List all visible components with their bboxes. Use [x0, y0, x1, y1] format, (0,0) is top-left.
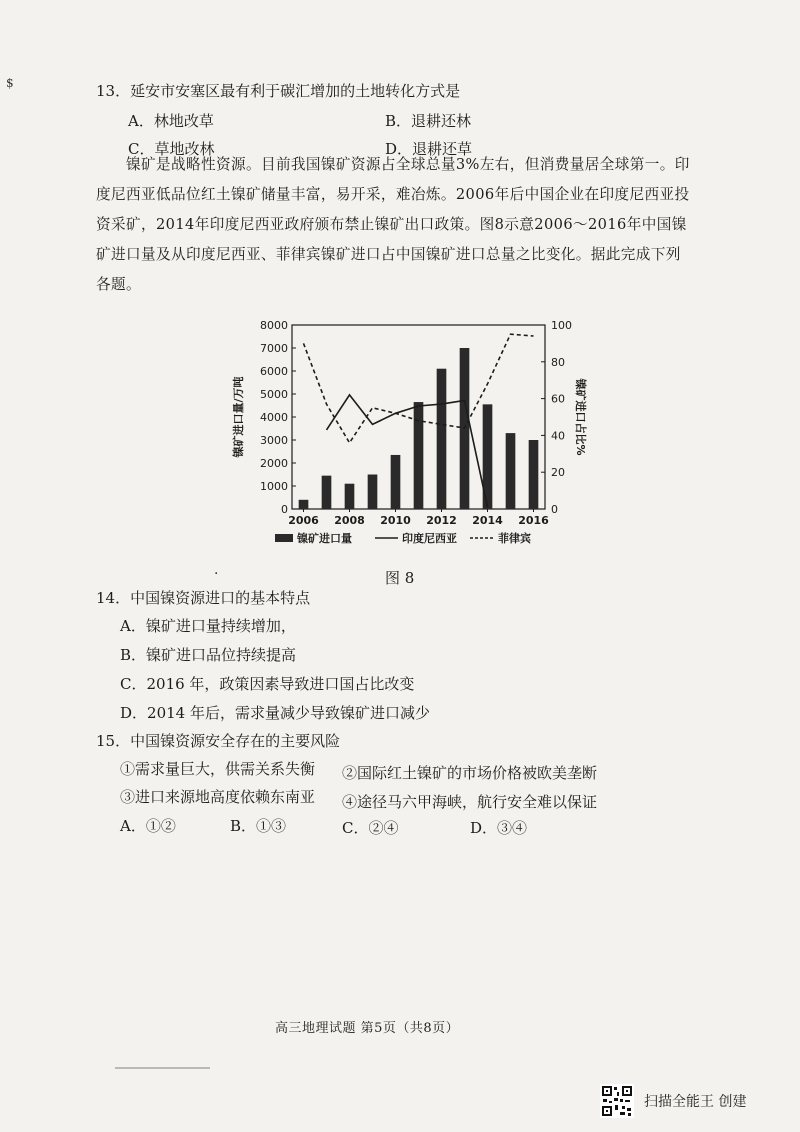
- nickel-import-chart: [220, 312, 590, 562]
- y-tick-label-right: 40: [551, 429, 565, 443]
- y-tick-label-left: 7000: [260, 342, 288, 355]
- q13-option-a: A．林地改草: [128, 112, 214, 130]
- y-tick-label-left: 6000: [260, 365, 288, 378]
- y-tick-label-left: 3000: [260, 434, 288, 447]
- q15-stem: 15．中国镍资源安全存在的主要风险: [96, 732, 341, 750]
- x-tick-label: 2014: [472, 514, 503, 527]
- q13-option-b: B．退耕还林: [385, 112, 472, 130]
- y-tick-label-left: 5000: [260, 388, 288, 401]
- q15-statement-3: ③进口来源地高度依赖东南亚: [120, 788, 316, 806]
- y-axis-title-right: 镍矿进口占比%: [574, 378, 587, 456]
- q13-stem: 13．延安市安塞区最有利于碳汇增加的土地转化方式是: [96, 82, 461, 100]
- passage-line: 矿进口量及从印度尼西亚、菲律宾镍矿进口占中国镍矿进口总量之比变化。据此完成下列: [96, 246, 681, 263]
- bar-2007: [322, 476, 332, 509]
- bar-2010: [391, 455, 401, 509]
- q14-option-a: A．镍矿进口量持续增加，: [120, 617, 296, 635]
- q15-statement-1: ①需求量巨大，供需关系失衡: [120, 760, 316, 778]
- page-footer: 高三地理试题 第5页（共8页）: [275, 1021, 460, 1036]
- scanner-watermark: 扫描全能王 创建: [644, 1094, 747, 1110]
- y-tick-label-right: 0: [551, 503, 558, 516]
- bar-2008: [345, 484, 355, 509]
- q15-option-d: D．③④: [470, 819, 528, 837]
- y-tick-label-right: 20: [551, 466, 565, 480]
- y-tick-label-left: 1000: [260, 480, 288, 493]
- x-tick-label: 2012: [426, 514, 457, 527]
- q14-option-c: C．2016 年，政策因素导致进口国占比改变: [120, 675, 415, 693]
- y-tick-label-left: 2000: [260, 457, 288, 470]
- q15-option-b: B．①③: [230, 817, 287, 835]
- legend-label-dashed: 菲律宾: [498, 532, 531, 545]
- reading-passage: [96, 150, 726, 300]
- q15-statement-2: ②国际红土镍矿的市场价格被欧美垄断: [342, 764, 598, 782]
- passage-line: 度尼西亚低品位红土镍矿储量丰富，易开采，难冶炼。2006年后中国企业在印度尼西亚投: [96, 186, 690, 203]
- scan-artifact-line: [115, 1067, 210, 1069]
- q14-option-d: D．2014 年后，需求量减少导致镍矿进口减少: [120, 704, 430, 722]
- x-tick-label: 2006: [288, 514, 319, 527]
- bar-2015: [506, 433, 516, 509]
- bar-2009: [368, 475, 378, 510]
- x-tick-label: 2008: [334, 514, 365, 527]
- figure-label: 图 8: [385, 569, 415, 587]
- passage-line: 各题。: [96, 276, 141, 293]
- passage-line: 镍矿是战略性资源。目前我国镍矿资源占全球总量3%左右，但消费量居全球第一。印: [126, 156, 690, 173]
- q13-option-d: D．退耕还草: [385, 140, 473, 158]
- q15-statement-4: ④途径马六甲海峡，航行安全难以保证: [342, 793, 598, 811]
- legend-swatch-bar: [275, 534, 293, 542]
- bar-2011: [414, 402, 424, 509]
- y-tick-label-left: 4000: [260, 411, 288, 424]
- x-tick-label: 2010: [380, 514, 411, 527]
- q14-stem: 14．中国镍资源进口的基本特点: [96, 589, 311, 607]
- q15-option-c: C．②④: [342, 819, 399, 837]
- q14-option-b: B．镍矿进口品位持续提高: [120, 646, 297, 664]
- y-tick-label-left: 8000: [260, 319, 288, 332]
- y-tick-label-right: 100: [551, 319, 572, 332]
- qr-code-icon: [600, 1084, 634, 1118]
- q15-option-a: A．①②: [120, 817, 176, 835]
- legend-label-solid: 印度尼西亚: [402, 532, 457, 545]
- bar-2016: [529, 440, 539, 509]
- passage-line: 资采矿，2014年印度尼西亚政府颁布禁止镍矿出口政策。图8示意2006～2016年中国镍: [96, 216, 687, 233]
- y-tick-label-right: 80: [551, 355, 565, 369]
- margin-mark: $: [6, 76, 14, 90]
- q13-option-c: C．草地改林: [128, 140, 215, 158]
- stray-dot: ·: [214, 566, 219, 582]
- bar-2006: [299, 500, 309, 509]
- y-tick-label-right: 60: [551, 392, 565, 406]
- bar-2012: [437, 369, 447, 509]
- y-axis-title-left: 镍矿进口量/万吨: [232, 376, 245, 458]
- x-tick-label: 2016: [518, 514, 549, 527]
- legend-label-bar: 镍矿进口量: [297, 532, 352, 545]
- y-tick-label-left: 0: [281, 503, 288, 516]
